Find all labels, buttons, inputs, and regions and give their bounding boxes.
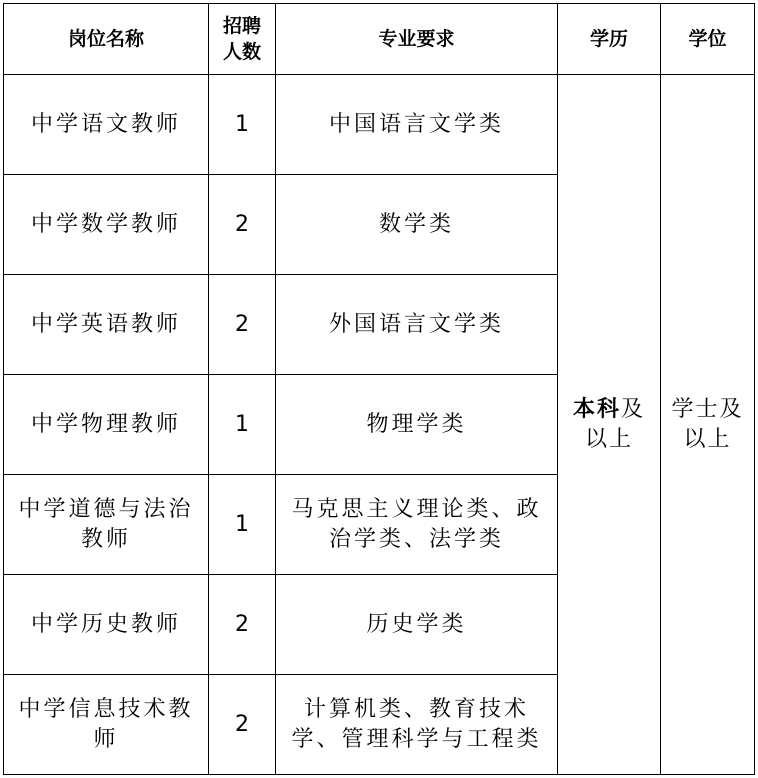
count-cell: 2 (209, 575, 276, 675)
header-count-line2: 人数 (222, 41, 261, 63)
education-cell (558, 75, 661, 775)
major-cell: 马克思主义理论类、政治学类、法学类 (276, 475, 558, 575)
header-row (4, 4, 755, 75)
major-cell: 历史学类 (276, 575, 558, 675)
recruitment-table (3, 3, 755, 775)
position-cell: 中学信息技术教师 (4, 675, 209, 775)
header-degree: 学位 (661, 4, 755, 75)
degree-cell: 学士及以上 (661, 75, 755, 775)
position-cell: 中学历史教师 (4, 575, 209, 675)
position-cell: 中学语文教师 (4, 75, 209, 175)
position-cell: 中学数学教师 (4, 175, 209, 275)
header-position: 岗位名称 (4, 4, 209, 75)
education-rest: 及以上 (584, 396, 646, 452)
major-cell: 计算机类、教育技术学、管理科学与工程类 (276, 675, 558, 775)
major-cell: 外国语言文学类 (276, 275, 558, 375)
position-cell: 中学道德与法治教师 (4, 475, 209, 575)
major-cell: 数学类 (276, 175, 558, 275)
table-row (4, 75, 755, 175)
header-education: 学历 (558, 4, 661, 75)
count-cell: 2 (209, 675, 276, 775)
position-cell: 中学物理教师 (4, 375, 209, 475)
header-count-line1: 招聘 (222, 15, 261, 37)
count-cell: 2 (209, 275, 276, 375)
header-count (209, 4, 276, 75)
education-bold: 本科 (572, 396, 621, 422)
count-cell: 1 (209, 75, 276, 175)
count-cell: 1 (209, 475, 276, 575)
major-cell: 中国语言文学类 (276, 75, 558, 175)
major-cell: 物理学类 (276, 375, 558, 475)
header-major: 专业要求 (276, 4, 558, 75)
count-cell: 1 (209, 375, 276, 475)
count-cell: 2 (209, 175, 276, 275)
position-cell: 中学英语教师 (4, 275, 209, 375)
